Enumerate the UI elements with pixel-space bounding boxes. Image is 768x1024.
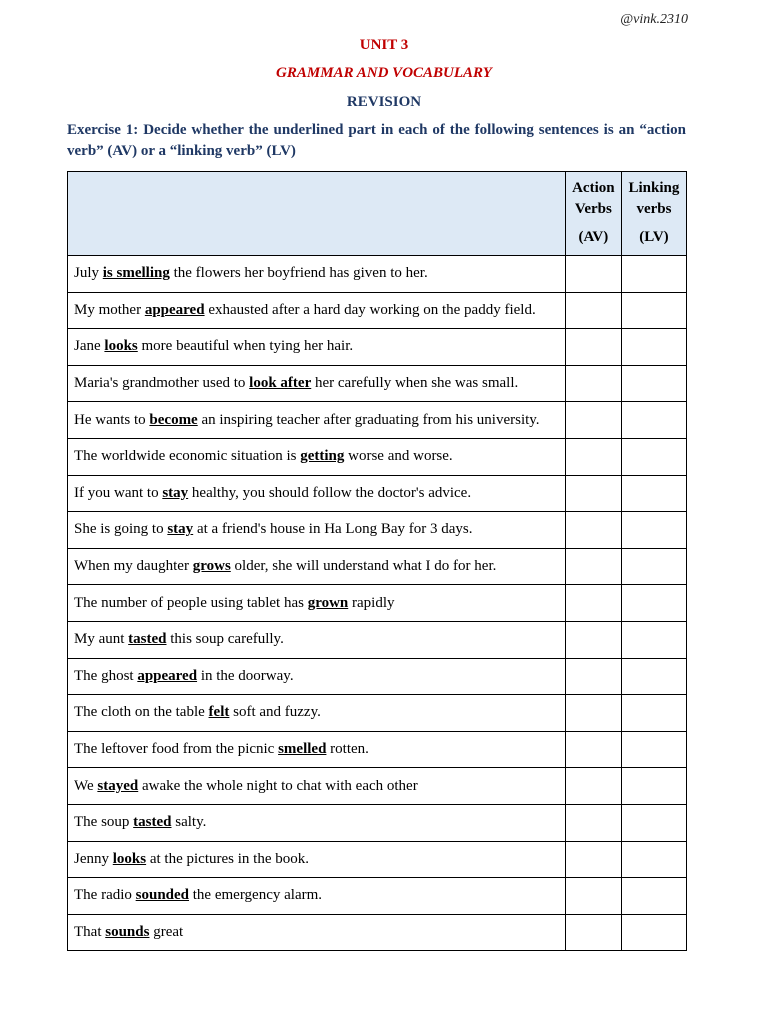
sentence-text-before: The cloth on the table (74, 704, 209, 721)
sentence-text-after: exhausted after a hard day working on the paddy field. (204, 301, 536, 318)
sentence-text-before: That (74, 923, 106, 940)
table-row (68, 438, 687, 475)
sentence-text-before: When my daughter (74, 558, 193, 575)
answer-cell-av[interactable] (565, 365, 621, 402)
underlined-verb: getting (300, 448, 345, 465)
sentence-cell (68, 731, 566, 768)
sentence-text-before: He wants to (74, 411, 150, 428)
sentence-text-after: the flowers her boyfriend has given to her. (169, 265, 428, 282)
header-lv-line1: Linking (628, 180, 680, 196)
table-row (68, 329, 687, 366)
sentence-text-after: at a friend's house in Ha Long Bay for 3 days. (193, 521, 473, 538)
header-linking-verbs (621, 172, 686, 256)
underlined-verb: grows (192, 558, 231, 575)
answer-cell-av[interactable] (565, 914, 621, 951)
table-row (68, 804, 687, 841)
underlined-verb: stayed (97, 777, 139, 794)
underlined-verb: looks (104, 338, 138, 355)
sentence-text-after: worse and worse. (344, 448, 453, 465)
answer-cell-av[interactable] (565, 292, 621, 329)
table-row (68, 658, 687, 695)
answer-cell-lv[interactable] (621, 731, 686, 768)
sentence-text-after: an inspiring teacher after graduating from his university. (197, 411, 540, 428)
answer-cell-lv[interactable] (621, 841, 686, 878)
underlined-verb: sounded (135, 887, 190, 904)
answer-cell-lv[interactable] (621, 512, 686, 549)
table-row (68, 475, 687, 512)
table-row (68, 292, 687, 329)
answer-cell-av[interactable] (565, 621, 621, 658)
underlined-verb: grown (307, 594, 349, 611)
table-row (68, 548, 687, 585)
sentence-text-after: in the doorway. (197, 667, 294, 684)
header-lv-line2: verbs (636, 201, 672, 217)
table-row (68, 914, 687, 951)
sentence-cell (68, 914, 566, 951)
table-row (68, 695, 687, 732)
table-row (68, 585, 687, 622)
sentence-cell (68, 512, 566, 549)
header-sentence-cell (68, 172, 566, 256)
underlined-verb: sounds (105, 923, 150, 940)
subtitle: GRAMMAR AND VOCABULARY (276, 65, 492, 81)
sentence-text-before: My aunt (74, 631, 129, 648)
answer-cell-av[interactable] (565, 841, 621, 878)
table-row (68, 365, 687, 402)
sentence-cell (68, 329, 566, 366)
answer-cell-lv[interactable] (621, 548, 686, 585)
answer-cell-lv[interactable] (621, 914, 686, 951)
sentence-text-after: this soup carefully. (166, 631, 284, 648)
sentence-text-before: My mother (74, 301, 145, 318)
underlined-verb: stay (167, 521, 194, 538)
watermark: @vink.2310 (620, 12, 688, 27)
answer-cell-av[interactable] (565, 731, 621, 768)
answer-cell-lv[interactable] (621, 768, 686, 805)
table-header-row (68, 172, 687, 256)
header-av-code: (AV) (578, 229, 609, 245)
sentence-text-before: We (74, 777, 98, 794)
underlined-verb: tasted (133, 814, 172, 831)
sentence-text-after: healthy, you should follow the doctor's advice. (188, 484, 472, 501)
answer-cell-av[interactable] (565, 438, 621, 475)
sentence-cell (68, 256, 566, 293)
sentence-text-after: at the pictures in the book. (146, 850, 309, 867)
underlined-verb: smelled (278, 741, 327, 758)
answer-cell-lv[interactable] (621, 365, 686, 402)
sentence-text-after: the emergency alarm. (189, 887, 323, 904)
sentence-cell (68, 548, 566, 585)
answer-cell-lv[interactable] (621, 658, 686, 695)
underlined-verb: is smelling (102, 265, 170, 282)
sentence-cell (68, 475, 566, 512)
answer-cell-lv[interactable] (621, 438, 686, 475)
sentence-cell (68, 768, 566, 805)
sentence-cell (68, 841, 566, 878)
sentence-text-before: The soup (74, 814, 134, 831)
table-row (68, 878, 687, 915)
sentence-text-after: her carefully when she was small. (311, 375, 519, 392)
header-action-verbs (565, 172, 621, 256)
sentence-cell (68, 292, 566, 329)
sentence-cell (68, 621, 566, 658)
header-av-line1: Action (572, 180, 615, 196)
sentence-cell (68, 438, 566, 475)
underlined-verb: looks (112, 850, 147, 867)
sentence-text-before: July (74, 265, 103, 282)
sentence-cell (68, 365, 566, 402)
sentence-cell (68, 695, 566, 732)
sentence-text-after: great (149, 923, 184, 940)
table-row (68, 512, 687, 549)
answer-cell-av[interactable] (565, 548, 621, 585)
underlined-verb: appeared (144, 301, 205, 318)
table-row (68, 768, 687, 805)
answer-cell-av[interactable] (565, 804, 621, 841)
sentence-text-before: The ghost (74, 667, 138, 684)
underlined-verb: felt (208, 704, 230, 721)
sentence-text-before: She is going to (74, 521, 168, 538)
answer-cell-lv[interactable] (621, 256, 686, 293)
answer-cell-av[interactable] (565, 256, 621, 293)
answer-cell-lv[interactable] (621, 292, 686, 329)
answer-cell-av[interactable] (565, 402, 621, 439)
answer-cell-lv[interactable] (621, 402, 686, 439)
sentence-text-after: rotten. (326, 741, 369, 758)
sentence-text-after: rapidly (348, 594, 395, 611)
sentence-text-after: soft and fuzzy. (229, 704, 321, 721)
section-title: REVISION (346, 94, 422, 110)
sentence-text-after: salty. (171, 814, 207, 831)
sentence-text-before: The worldwide economic situation is (74, 448, 301, 465)
answer-cell-lv[interactable] (621, 878, 686, 915)
sentence-text-after: more beautiful when tying her hair. (137, 338, 354, 355)
sentence-text-before: Maria's grandmother used to (74, 375, 250, 392)
sentence-cell (68, 878, 566, 915)
answer-cell-av[interactable] (565, 329, 621, 366)
answer-cell-lv[interactable] (621, 621, 686, 658)
table-row (68, 621, 687, 658)
answer-cell-av[interactable] (565, 658, 621, 695)
answer-cell-av[interactable] (565, 768, 621, 805)
sentence-text-before: Jane (74, 338, 105, 355)
answer-cell-lv[interactable] (621, 585, 686, 622)
table-row (68, 256, 687, 293)
answer-cell-av[interactable] (565, 512, 621, 549)
answer-cell-av[interactable] (565, 878, 621, 915)
answer-cell-av[interactable] (565, 585, 621, 622)
sentence-text-after: awake the whole night to chat with each other (138, 777, 418, 794)
answer-cell-lv[interactable] (621, 329, 686, 366)
answer-cell-lv[interactable] (621, 804, 686, 841)
sentence-cell (68, 804, 566, 841)
table-row (68, 731, 687, 768)
sentence-text-before: If you want to (74, 484, 163, 501)
underlined-verb: stay (162, 484, 189, 501)
underlined-verb: appeared (137, 667, 198, 684)
answer-cell-av[interactable] (565, 475, 621, 512)
exercise-table (67, 171, 687, 951)
exercise-instruction: Exercise 1: Decide whether the underlined part in each of the following sentences is an “action verb” (AV) or a “linking verb” (LV) (67, 122, 686, 159)
sentence-text-before: The radio (74, 887, 136, 904)
sentence-cell (68, 658, 566, 695)
header-lv-code: (LV) (639, 229, 669, 245)
answer-cell-lv[interactable] (621, 475, 686, 512)
sentence-text-before: The leftover food from the picnic (74, 741, 279, 758)
sentence-cell (68, 402, 566, 439)
table-row (68, 402, 687, 439)
header-av-line2: Verbs (574, 201, 612, 217)
answer-cell-lv[interactable] (621, 695, 686, 732)
answer-cell-av[interactable] (565, 695, 621, 732)
underlined-verb: look after (249, 375, 312, 392)
sentence-text-after: older, she will understand what I do for her. (230, 558, 497, 575)
underlined-verb: tasted (128, 631, 167, 648)
sentence-text-before: The number of people using tablet has (74, 594, 308, 611)
sentence-cell (68, 585, 566, 622)
unit-title: UNIT 3 (359, 37, 409, 53)
sentence-text-before: Jenny (74, 850, 113, 867)
underlined-verb: become (149, 411, 198, 428)
table-row (68, 841, 687, 878)
